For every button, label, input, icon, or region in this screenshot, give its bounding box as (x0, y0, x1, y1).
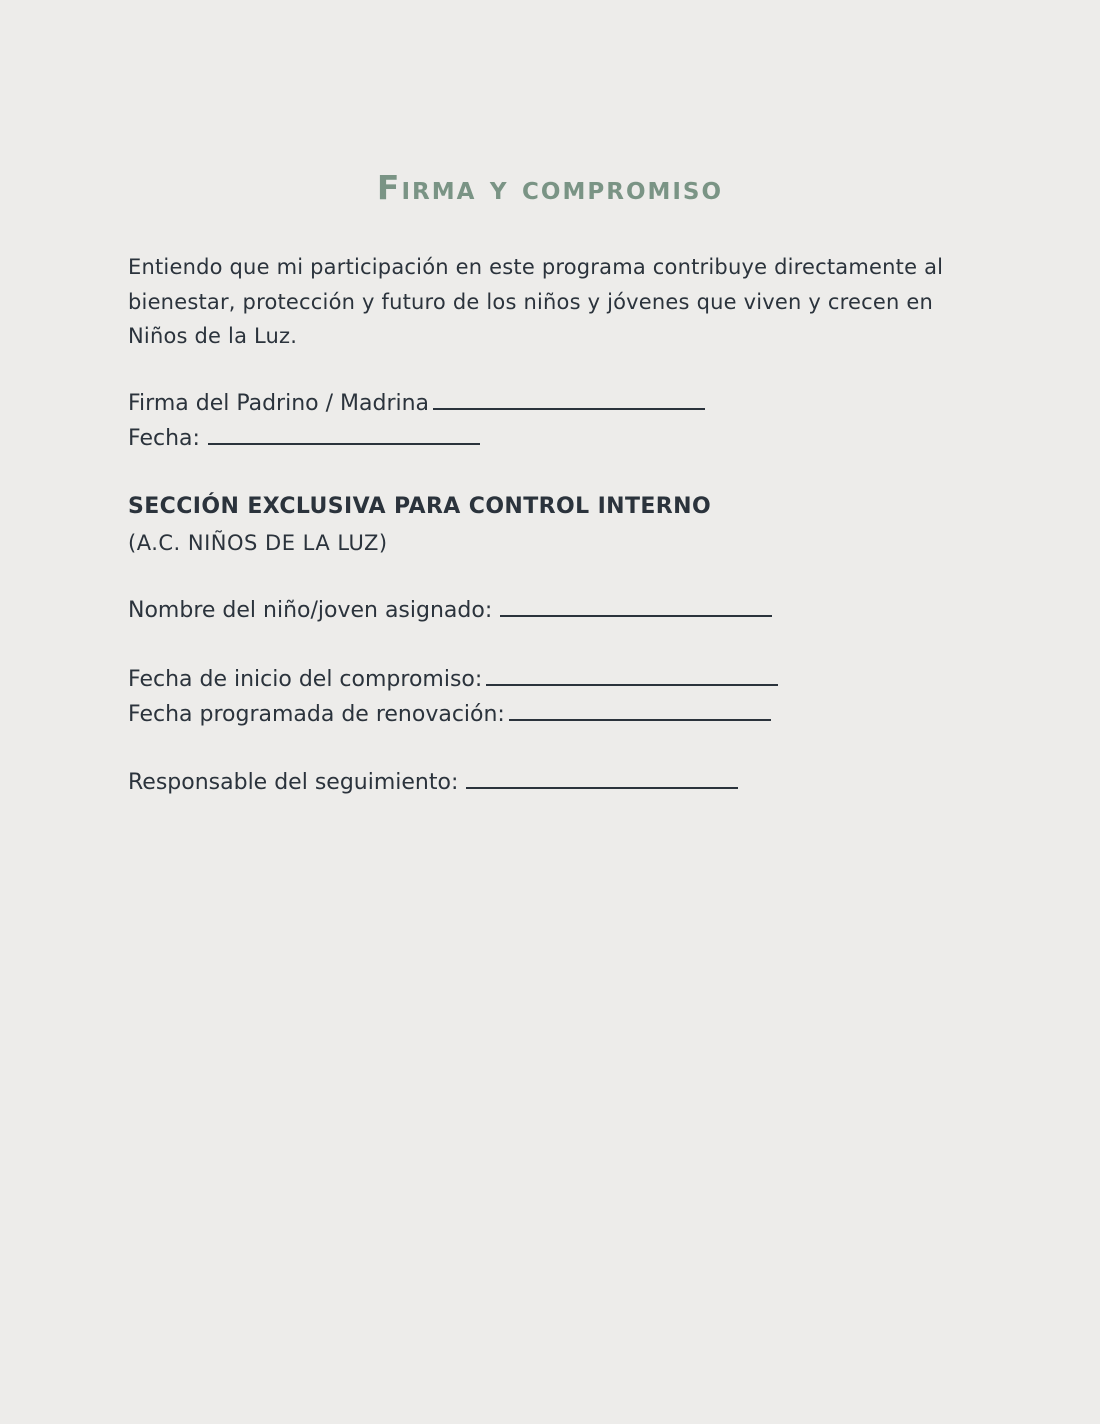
followup-blank[interactable] (466, 786, 738, 789)
child-name-blank[interactable] (500, 614, 772, 617)
child-name-label: Nombre del niño/joven asignado: (128, 598, 493, 623)
start-date-label: Fecha de inicio del compromiso: (128, 667, 483, 692)
signature-date-blank[interactable] (208, 442, 480, 445)
signature-date-label: Fecha: (128, 426, 200, 451)
internal-section-subheading: (A.C. NIÑOS DE LA LUZ) (128, 531, 388, 555)
sponsor-signature-row (128, 389, 705, 419)
sponsor-signature-label: Firma del Padrino / Madrina (128, 391, 430, 416)
sponsor-signature-blank[interactable] (433, 407, 705, 410)
renewal-date-label: Fecha programada de renovación: (128, 702, 505, 727)
child-name-row (128, 596, 772, 626)
start-date-blank[interactable] (486, 683, 778, 686)
internal-section-heading: SECCIÓN EXCLUSIVA PARA CONTROL INTERNO (128, 494, 712, 519)
followup-row (128, 768, 738, 798)
start-date-row (128, 665, 778, 695)
signature-date-row (128, 424, 480, 454)
renewal-date-row (128, 700, 771, 730)
followup-label: Responsable del seguimiento: (128, 770, 459, 795)
renewal-date-blank[interactable] (509, 718, 771, 721)
page-title: Firma y compromiso (376, 168, 724, 207)
intro-paragraph: Entiendo que mi participación en este programa contribuye directamente al bienestar, protección y futuro de los niños y jóvenes que viven y crecen en Niños de la Luz. (128, 255, 944, 348)
